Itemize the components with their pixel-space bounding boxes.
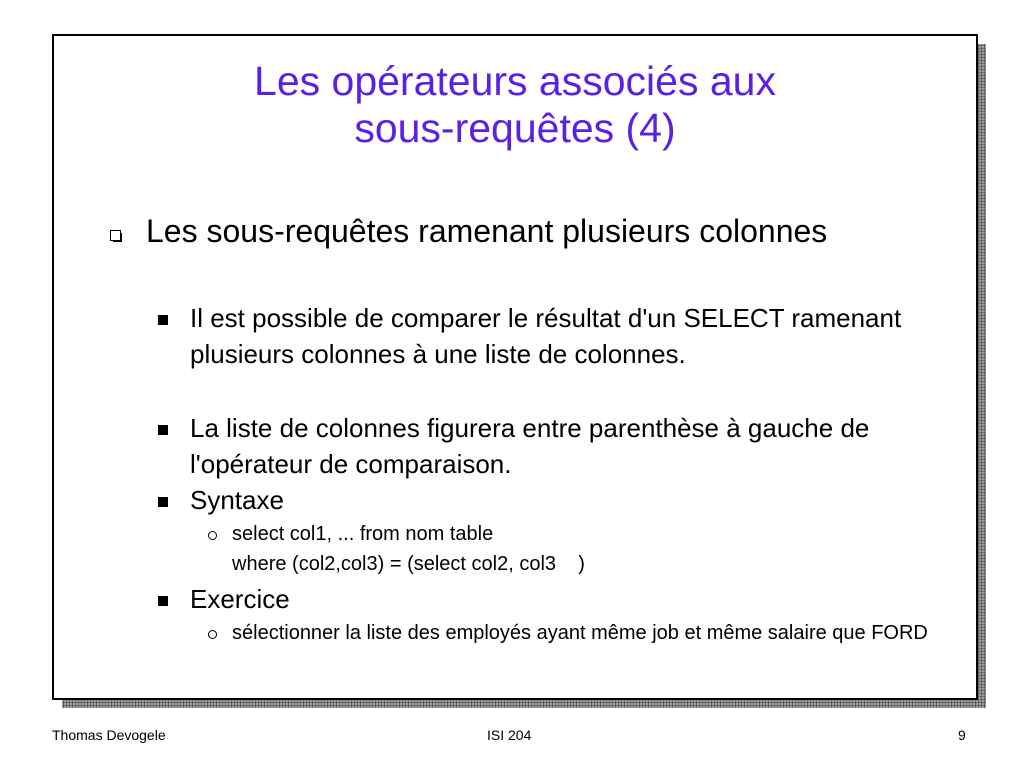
- square-bullet-icon: [158, 425, 168, 435]
- circle-bullet-icon: [208, 630, 217, 639]
- title-line-1: Les opérateurs associés aux: [254, 58, 776, 104]
- footer-author: Thomas Devogele: [52, 727, 166, 743]
- bullet-item-1-text: Il est possible de comparer le résultat d'un SELECT ramenant plusieurs colonnes à une liste de colonnes.: [190, 303, 902, 369]
- circle-bullet-icon: [208, 531, 217, 540]
- square-bullet-icon: [158, 315, 168, 325]
- syntax-line-1: select col1, ... from nom table: [232, 523, 494, 545]
- footer-course: ISI 204: [487, 727, 532, 743]
- bullet-item-syntax-text: Syntaxe: [190, 485, 284, 515]
- square-bullet-icon: [158, 596, 168, 606]
- exercise-text: sélectionner la liste des employés ayant même job et même salaire que FORD: [232, 622, 928, 644]
- square-bullet-icon: [158, 497, 168, 507]
- bullet-item-exercise-text: Exercice: [190, 584, 290, 614]
- slide-title: [54, 58, 976, 152]
- title-line-2: sous-requêtes (4): [354, 105, 676, 151]
- footer-page-number: 9: [958, 727, 966, 743]
- bullet-level1-text: Les sous-requêtes ramenant plusieurs colonnes: [146, 213, 828, 249]
- bullet-item-2-text: La liste de colonnes figurera entre parenthèse à gauche de l'opérateur de comparaison.: [190, 413, 870, 479]
- syntax-line-2: where (col2,col3) = (select col2, col3 ): [232, 553, 585, 575]
- slide-frame: [52, 34, 978, 700]
- hollow-square-bullet-icon: [110, 230, 121, 241]
